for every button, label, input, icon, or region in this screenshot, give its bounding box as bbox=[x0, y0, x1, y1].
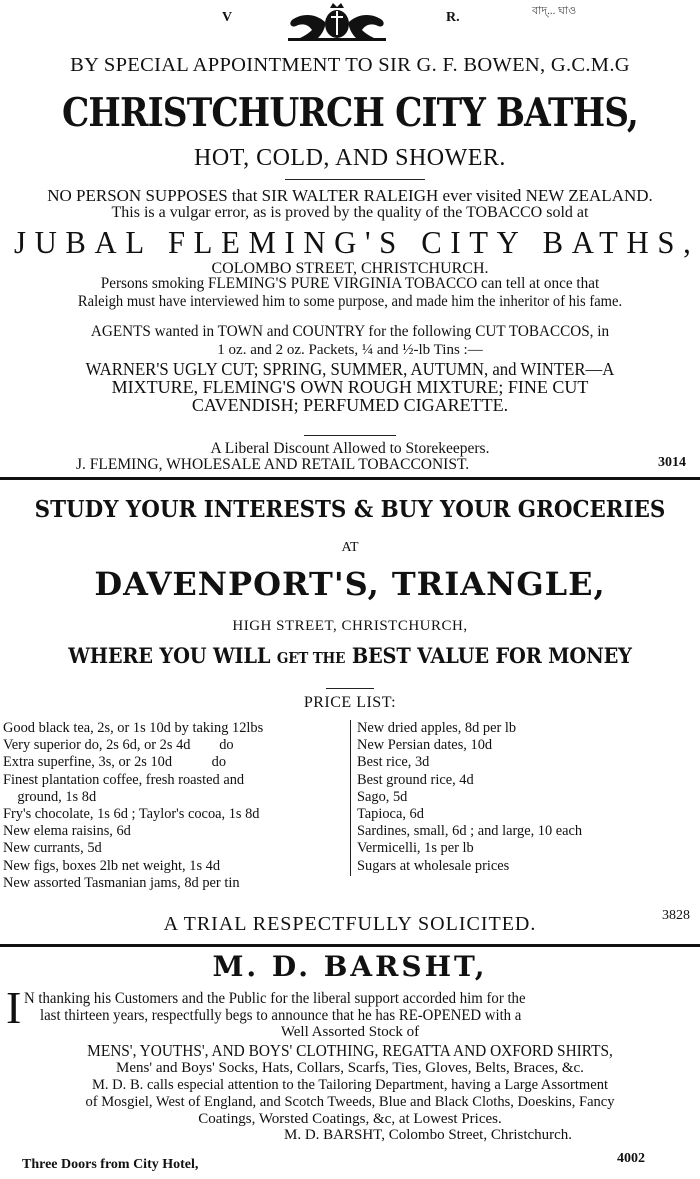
barsht-line-6: M. D. B. calls especial attention to the Tailoring Department, having a Large Assortment bbox=[91, 1077, 609, 1093]
fleming-name: JUBAL FLEMING'S CITY BATHS, bbox=[14, 224, 700, 260]
value-line-part-1: WHERE YOU WILL bbox=[68, 644, 271, 669]
divider bbox=[285, 179, 425, 180]
list-item: Very superior do, 2s 6d, or 2s 4d do bbox=[3, 737, 234, 754]
baths-title: CHRISTCHURCH CITY BATHS, bbox=[61, 90, 638, 136]
list-item: Finest plantation coffee, fresh roasted and bbox=[3, 771, 245, 788]
ad-separator bbox=[0, 944, 700, 947]
groceries-headline: STUDY YOUR INTERESTS & BUY YOUR GROCERIES bbox=[34, 496, 666, 523]
raleigh-line-2: This is a vulgar error, as is proved by the quality of the TOBACCO sold at bbox=[111, 204, 589, 221]
barsht-title: M. D. BARSHT, bbox=[212, 950, 488, 983]
agents-line-4: MIXTURE, FLEMING'S OWN ROUGH MIXTURE; FINE CUT bbox=[111, 377, 589, 397]
price-list-heading: PRICE LIST: bbox=[303, 694, 397, 711]
barsht-line-4: MENS', YOUTHS', AND BOYS' CLOTHING, REGATTA AND OXFORD SHIRTS, bbox=[87, 1041, 613, 1060]
ad-ref-number: 3828 bbox=[662, 908, 690, 923]
barsht-line-1: N thanking his Customers and the Public for the liberal support accorded him for the bbox=[24, 990, 526, 1007]
ad-ref-number: 4002 bbox=[617, 1151, 645, 1166]
discount-line: A Liberal Discount Allowed to Storekeepers. bbox=[210, 440, 490, 457]
appointment-line: BY SPECIAL APPOINTMENT TO SIR G. F. BOWEN, G.C.M.G bbox=[70, 54, 630, 76]
list-item: ground, 1s 8d bbox=[3, 788, 97, 805]
ad-ref-number: 3014 bbox=[658, 455, 686, 470]
list-item: Extra superfine, 3s, or 2s 10d do bbox=[3, 754, 227, 771]
list-item: Sago, 5d bbox=[357, 788, 408, 805]
baths-subtitle: HOT, COLD, AND SHOWER. bbox=[194, 145, 506, 171]
list-item: New dried apples, 8d per lb bbox=[357, 720, 517, 736]
barsht-line-7: of Mosgiel, West of England, and Scotch Tweeds, Blue and Black Cloths, Doeskins, Fancy bbox=[85, 1094, 615, 1110]
list-item: Vermicelli, 1s per lb bbox=[357, 840, 474, 857]
agents-line-3: WARNER'S UGLY CUT; SPRING, SUMMER, AUTUMN, and WINTER—A bbox=[85, 359, 615, 379]
royal-crest-icon bbox=[278, 2, 396, 42]
smoking-line-2: Raleigh must have interviewed him to some purpose, and made him the inheritor of his fame. bbox=[77, 293, 623, 310]
list-item: Fry's chocolate, 1s 6d ; Taylor's cocoa, 1s 8d bbox=[3, 806, 260, 823]
list-item: New Persian dates, 10d bbox=[357, 737, 493, 754]
list-item: New elema raisins, 6d bbox=[3, 823, 131, 840]
groceries-at: AT bbox=[341, 540, 359, 555]
barsht-signature: M. D. BARSHT, Colombo Street, Christchurch. bbox=[284, 1127, 573, 1143]
trial-line: A TRIAL RESPECTFULLY SOLICITED. bbox=[163, 913, 537, 935]
list-item: Good black tea, 2s, or 1s 10d by taking 12lbs bbox=[3, 720, 264, 736]
barsht-line-8: Coatings, Worsted Coatings, &c, at Lowest Prices. bbox=[198, 1111, 502, 1127]
divider bbox=[326, 688, 374, 689]
ad-separator bbox=[0, 477, 700, 480]
list-item: New assorted Tasmanian jams, 8d per tin bbox=[3, 874, 240, 891]
column-separator bbox=[350, 720, 351, 876]
value-line bbox=[35, 644, 665, 669]
list-item: New figs, boxes 2lb net weight, 1s 4d bbox=[3, 857, 221, 874]
list-item: Best ground rice, 4d bbox=[357, 771, 474, 788]
list-item: Tapioca, 6d bbox=[357, 806, 424, 823]
price-list-right bbox=[357, 720, 697, 875]
drop-cap: I bbox=[6, 982, 22, 1033]
list-item: Sardines, small, 6d ; and large, 10 each bbox=[357, 823, 583, 840]
v-letter: V bbox=[222, 10, 233, 25]
list-item: Sugars at wholesale prices bbox=[357, 857, 510, 874]
barsht-line-2: last thirteen years, respectfully begs to announce that he has RE-OPENED with a bbox=[40, 1007, 522, 1024]
baths-address: COLOMBO STREET, CHRISTCHURCH. bbox=[211, 260, 489, 277]
corner-note: বাদ্‌... ঘাও bbox=[532, 5, 577, 17]
store-name: DAVENPORT'S, TRIANGLE, bbox=[94, 565, 606, 603]
list-item: New currants, 5d bbox=[3, 840, 102, 857]
list-item: Best rice, 3d bbox=[357, 754, 430, 771]
wholesale-line: J. FLEMING, WHOLESALE AND RETAIL TOBACCONIST. bbox=[76, 456, 470, 473]
r-letter: R. bbox=[446, 10, 460, 25]
agents-line-2: 1 oz. and 2 oz. Packets, ¼ and ½-lb Tins :— bbox=[217, 342, 483, 358]
store-street: HIGH STREET, CHRISTCHURCH, bbox=[232, 618, 468, 634]
barsht-location: Three Doors from City Hotel, bbox=[22, 1157, 199, 1172]
value-line-part-3: BEST VALUE FOR MONEY bbox=[351, 644, 632, 669]
divider bbox=[304, 435, 396, 436]
barsht-line-3: Well Assorted Stock of bbox=[280, 1024, 420, 1040]
value-line-part-2: GET THE bbox=[276, 649, 346, 667]
barsht-line-5: Mens' and Boys' Socks, Hats, Collars, Scarfs, Ties, Gloves, Belts, Braces, &c. bbox=[116, 1060, 584, 1076]
raleigh-line-1: NO PERSON SUPPOSES that SIR WALTER RALEIGH ever visited NEW ZEALAND. bbox=[47, 186, 653, 205]
price-list-left bbox=[3, 720, 346, 892]
agents-line-5: CAVENDISH; PERFUMED CIGARETTE. bbox=[191, 395, 509, 415]
smoking-line-1: Persons smoking FLEMING'S PURE VIRGINIA TOBACCO can tell at once that bbox=[100, 275, 600, 292]
agents-line-1: AGENTS wanted in TOWN and COUNTRY for the following CUT TOBACCOS, in bbox=[90, 323, 610, 340]
